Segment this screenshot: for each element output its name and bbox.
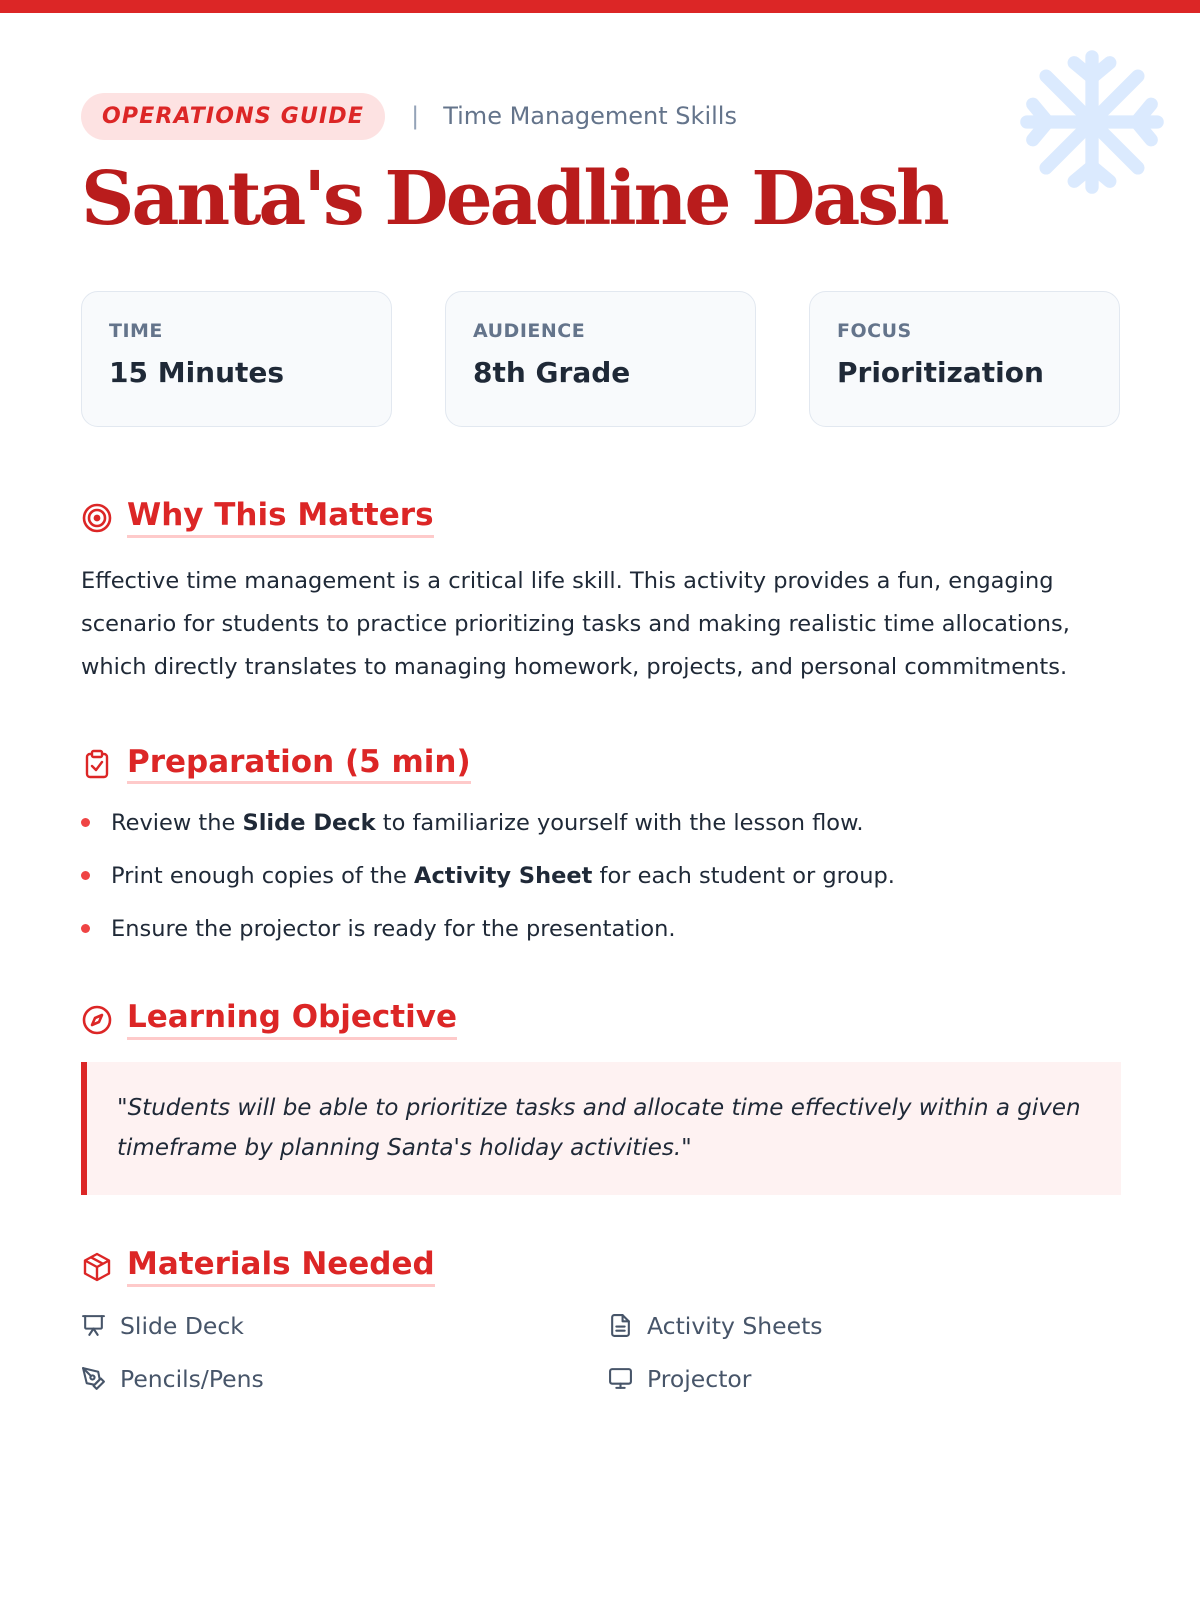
info-cards	[81, 291, 1121, 427]
guide-content	[81, 92, 1121, 1396]
bullet-dot	[81, 818, 90, 827]
material-activity-sheets	[608, 1309, 1108, 1343]
card-value: 15 Minutes	[109, 356, 285, 389]
card-label: FOCUS	[837, 320, 912, 342]
item-bold-text: Activity Sheet	[414, 863, 593, 890]
item-text: Review the	[111, 810, 243, 837]
page-title: Santa's Deadline Dash	[81, 156, 947, 242]
operations-guide-badge: OPERATIONS GUIDE	[81, 93, 385, 140]
section-preparation-header	[81, 745, 1121, 785]
item-text: Print enough copies of the	[111, 863, 415, 890]
section-why-header	[81, 498, 1121, 538]
header-eyebrow	[81, 92, 1121, 140]
material-pencils-pens	[81, 1362, 608, 1396]
why-paragraph: Effective time management is a critical life skill. This activity provides a fun, engaging scenario for students to practice prioritizing tasks and making realistic time allocations, which directly translates to managing homework, projects, and personal commitments.	[81, 567, 1070, 680]
card-label: TIME	[109, 320, 163, 342]
info-card-time	[81, 291, 392, 427]
material-label: Activity Sheets	[647, 1311, 823, 1340]
top-accent-bar	[0, 0, 1200, 13]
info-card-audience	[445, 291, 756, 427]
subject-label: Time Management Skills	[443, 102, 737, 130]
item-text: for each student or group.	[592, 863, 895, 890]
card-value: Prioritization	[837, 356, 1044, 389]
section-title: Materials Needed	[127, 1247, 435, 1287]
target-icon	[81, 502, 113, 534]
clipboard-check-icon	[81, 748, 113, 780]
item-bold-text: Slide Deck	[242, 810, 376, 837]
section-title: Why This Matters	[127, 498, 434, 538]
bullet-dot	[81, 924, 90, 933]
section-title: Learning Objective	[127, 1000, 457, 1040]
info-card-focus	[809, 291, 1120, 427]
bullet-dot	[81, 871, 90, 880]
item-text: Ensure the projector is ready for the presentation.	[111, 916, 676, 943]
card-label: AUDIENCE	[473, 320, 586, 342]
list-item	[81, 803, 1121, 856]
section-materials-header	[81, 1247, 1121, 1287]
section-title: Preparation (5 min)	[127, 745, 471, 785]
list-item	[81, 856, 1121, 909]
objective-quote: "Students will be able to prioritize tasks and allocate time effectively within a given timeframe by planning Santa's holiday activities."	[81, 1062, 1121, 1195]
box-icon	[81, 1251, 113, 1283]
material-label: Pencils/Pens	[120, 1364, 264, 1393]
item-text: to familiarize yourself with the lesson flow.	[375, 810, 864, 837]
header-separator: |	[411, 102, 420, 130]
material-label: Slide Deck	[120, 1311, 244, 1340]
card-value: 8th Grade	[473, 356, 631, 389]
material-slide-deck	[81, 1309, 608, 1343]
pen-tool-icon	[81, 1366, 106, 1391]
compass-icon	[81, 1004, 113, 1036]
material-label: Projector	[647, 1364, 752, 1393]
list-item	[81, 909, 1121, 962]
document-icon	[608, 1313, 633, 1338]
monitor-icon	[608, 1366, 633, 1391]
presentation-icon	[81, 1313, 106, 1338]
material-projector	[608, 1362, 1108, 1396]
preparation-list	[81, 803, 1121, 962]
materials-grid	[81, 1309, 1121, 1396]
section-objective-header	[81, 1000, 1121, 1040]
